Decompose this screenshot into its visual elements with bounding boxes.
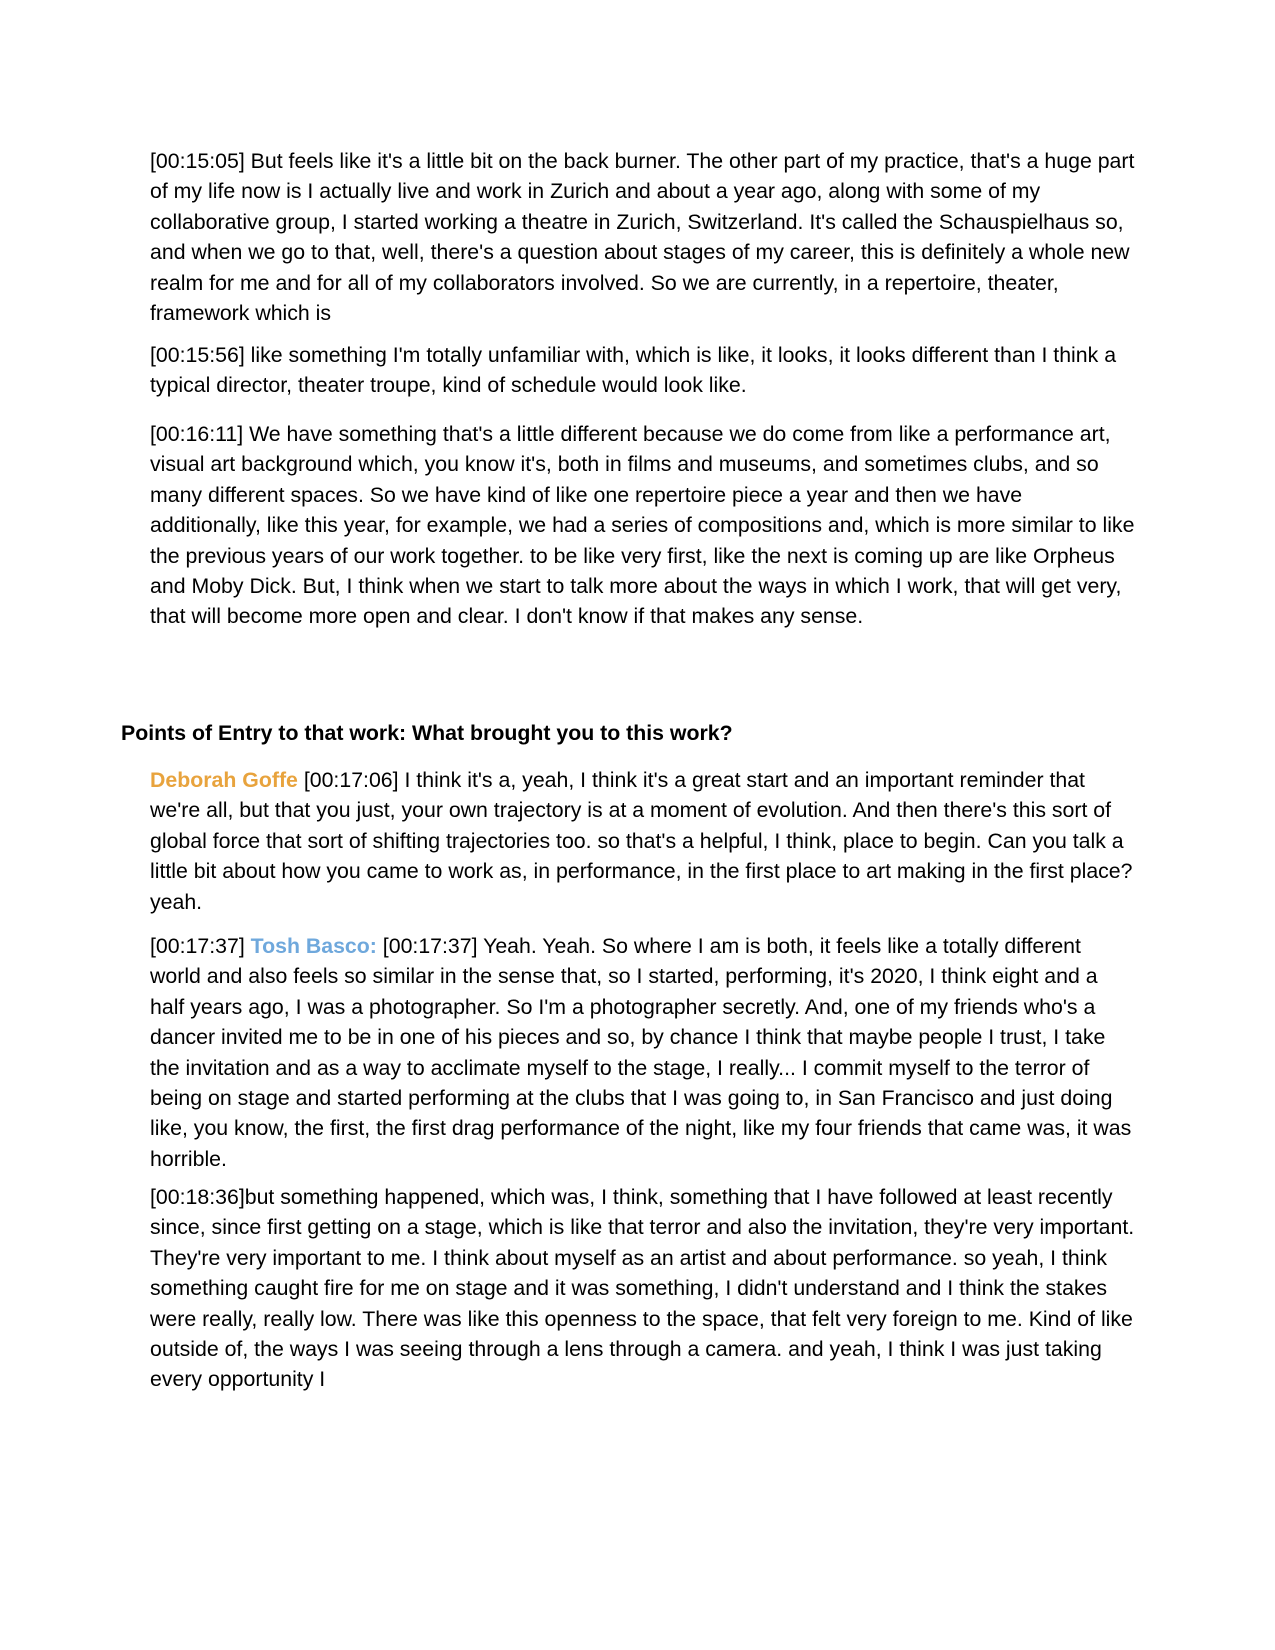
speaker-deborah-goffe: Deborah Goffe — [150, 768, 298, 792]
section-heading: Points of Entry to that work: What brought you to this work? — [121, 721, 733, 745]
paragraph-tosh-basco — [150, 931, 1135, 1174]
paragraph-00-16-11: [00:16:11] We have something that's a little different because we do come from like a performance art, visual art background which, you know it's, both in films and museums, and sometimes clubs, and so many different spaces. So we have kind of like one repertoire piece a year and then we have additionally, like this year, for example, we had a series of compositions and, which is more similar to like the previous years of our work together. to be like very first, like the next is coming up are like Orpheus and Moby Dick. But, I think when we start to talk more about the ways in which I work, that will get very, that will become more open and clear. I don't know if that makes any sense. — [150, 422, 1135, 629]
speaker-tosh-basco: Tosh Basco: — [250, 934, 377, 958]
paragraph-00-18-36: [00:18:36]but something happened, which was, I think, something that I have followed at least recently since, since first getting on a stage, which is like that terror and also the invitation, they're very important. They're very important to me. I think about myself as an artist and about performance. so yeah, I think something caught fire for me on stage and it was something, I didn't understand and I think the stakes were really, really low. There was like this openness to the space, that felt very foreign to me. Kind of like outside of, the ways I was seeing through a lens through a camera. and yeah, I think I was just taking every opportunity I — [150, 1185, 1135, 1392]
paragraph-00-15-05: [00:15:05] But feels like it's a little bit on the back burner. The other part of my practice, that's a huge part of my life now is I actually live and work in Zurich and about a year ago, along with some of my collaborative group, I started working a theatre in Zurich, Switzerland. It's called the Schauspielhaus so, and when we go to that, well, there's a question about stages of my career, this is definitely a whole new realm for me and for all of my collaborators involved. So we are currently, in a repertoire, theater, framework which is — [150, 149, 1135, 326]
timestamp-prefix: [00:17:37] — [150, 934, 251, 958]
paragraph-deborah-goffe — [150, 765, 1135, 917]
paragraph-00-15-56: [00:15:56] like something I'm totally unfamiliar with, which is like, it looks, it looks different than I think a typical director, theater troupe, kind of schedule would look like. — [150, 343, 1117, 398]
paragraph-text: [00:17:06] I think it's a, yeah, I think it's a great start and an important reminder that we're all, but that you just, your own trajectory is at a moment of evolution. And then there's this sort of global force that sort of shifting trajectories too. so that's a helpful, I think, place to begin. Can you talk a little bit about how you came to work as, in performance, in the first place to art making in the first place? yeah. — [150, 768, 1133, 914]
paragraph-text: [00:17:37] Yeah. Yeah. So where I am is both, it feels like a totally different world and also feels so similar in the sense that, so I started, performing, it's 2020, I think eight and a half years ago, I was a photographer. So I'm a photographer secretly. And, one of my friends who's a dancer invited me to be in one of his pieces and so, by chance I think that maybe people I trust, I take the invitation and as a way to acclimate myself to the stage, I really... I commit myself to the terror of being on stage and started performing at the clubs that I was going to, in San Francisco and just doing like, you know, the first, the first drag performance of the night, like my four friends that came was, it was horrible. — [150, 934, 1132, 1171]
